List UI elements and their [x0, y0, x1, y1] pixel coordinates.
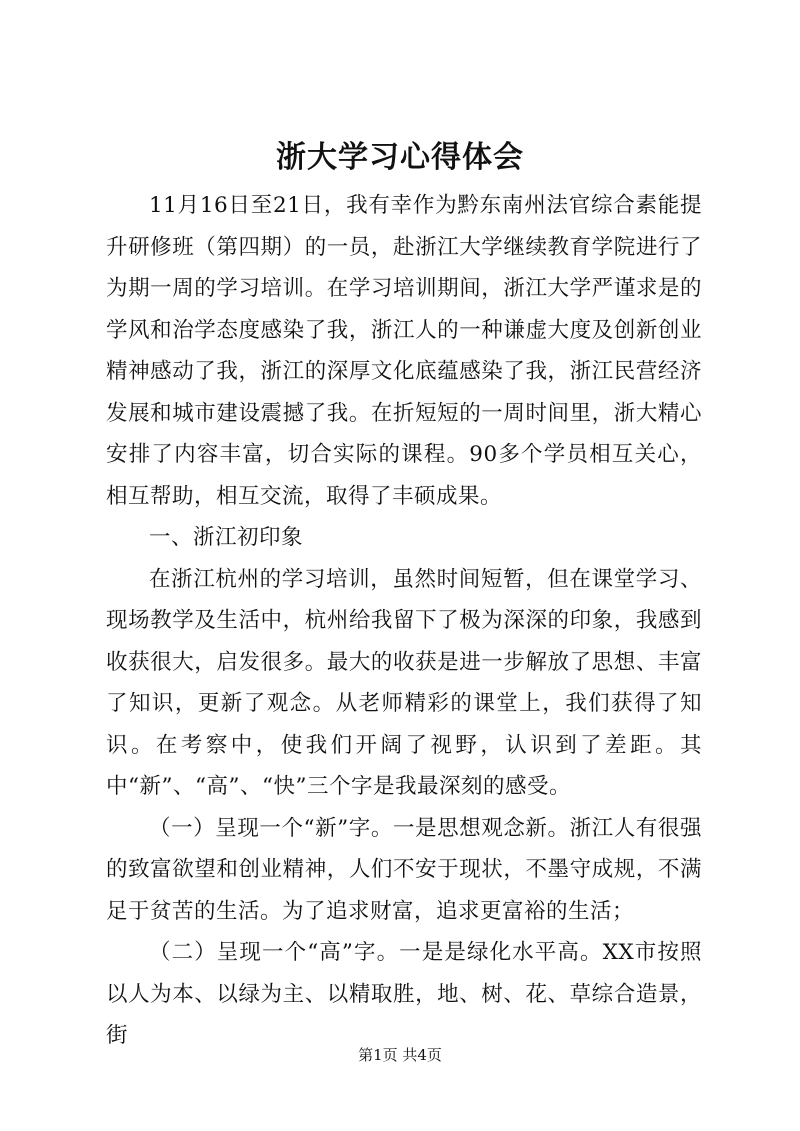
- paragraph-first-impression: 在浙江杭州的学习培训，虽然时间短暂，但在课堂学习、现场教学及生活中，杭州给我留下了极为深深的印象，我感到收获很大，启发很多。最大的收获是进一步解放了思想、丰富了知识，更新了观念。从老师精彩的课堂上，我们获得了知识。在考察中，使我们开阔了视野，认识到了差距。其中“新”、“高”、“快”三个字是我最深刻的感受。: [106, 566, 702, 799]
- document-body: [106, 185, 702, 1057]
- paragraph-new: （一）呈现一个“新”字。一是思想观念新。浙江人有很强的致富欲望和创业精神，人们不安于现状，不墨守成规，不满足于贫苦的生活。为了追求财富，追求更富裕的生活；: [106, 815, 702, 924]
- section-heading-first-impression: 一、浙江初印象: [149, 525, 304, 550]
- document-title: 浙大学习心得体会: [276, 140, 524, 175]
- paragraph-intro: 11月16日至21日，我有幸作为黔东南州法官综合素能提升研修班（第四期）的一员，赴浙江大学继续教育学院进行了为期一周的学习培训。在学习培训期间，浙江大学严谨求是的学风和治学态度感染了我，浙江人的一种谦虚大度及创新创业精神感动了我，浙江的深厚文化底蕴感染了我，浙江民营经济发展和城市建设震撼了我。在折短短的一周时间里，浙大精心安排了内容丰富，切合实际的课程。90多个学员相互关心，相互帮助，相互交流，取得了丰硕成果。: [106, 193, 702, 509]
- paragraph-high: （二）呈现一个“高”字。一是是绿化水平高。XX市按照以人为本、以绿为主、以精取胜，地、树、花、草综合造景，街: [106, 940, 702, 1048]
- page-footer: 第1页 共4页: [358, 1046, 442, 1064]
